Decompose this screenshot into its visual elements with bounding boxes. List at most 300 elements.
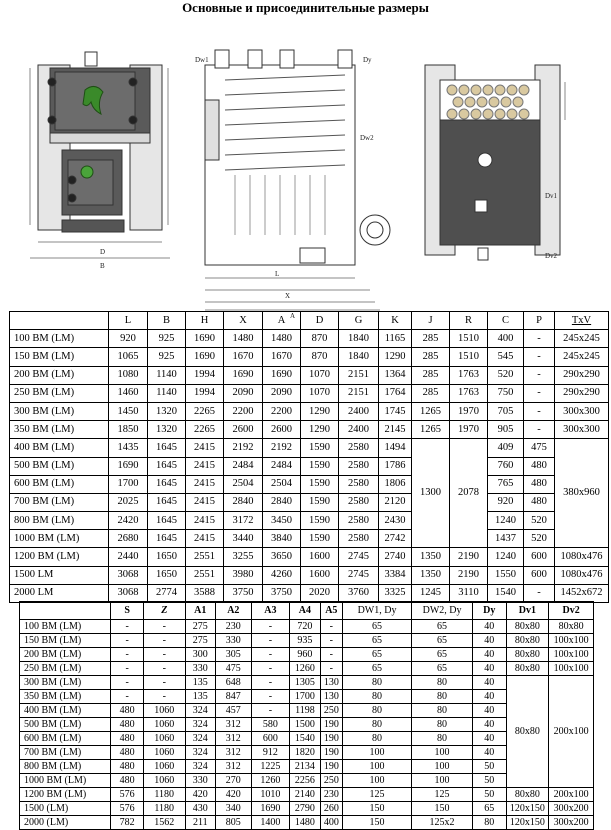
table-cell: 480 — [524, 475, 555, 493]
table-cell: 2580 — [339, 512, 379, 530]
table-cell: 1764 — [379, 384, 412, 402]
merged-cell: 2078 — [450, 439, 488, 548]
column-header: C — [488, 312, 524, 330]
table-cell: 430 — [185, 802, 215, 816]
table-row — [10, 366, 609, 384]
table-cell: 1600 — [301, 548, 339, 566]
table-cell: 1690 — [186, 348, 224, 366]
table-cell: 1080x476 — [555, 548, 609, 566]
table-cell: - — [111, 634, 144, 648]
drawing-label-dy: Dy — [363, 56, 372, 64]
table-cell: 2140 — [290, 788, 320, 802]
table-cell: 2200 — [224, 402, 263, 420]
table-cell: 720 — [290, 620, 320, 634]
table-cell: 300x300 — [555, 421, 609, 439]
column-header: A2 — [216, 602, 252, 620]
column-header: D — [301, 312, 339, 330]
table-cell: 2090 — [224, 384, 263, 402]
table-row — [10, 548, 609, 566]
table-cell: 40 — [473, 690, 507, 704]
table-cell: 2415 — [186, 457, 224, 475]
table-cell: 80 — [412, 718, 473, 732]
table-cell: 50 — [473, 774, 507, 788]
table-cell: 2020 — [301, 584, 339, 602]
table-cell: 1180 — [143, 788, 185, 802]
table-cell: 1670 — [263, 348, 301, 366]
table-cell: 2504 — [263, 475, 301, 493]
table-cell: 1060 — [143, 704, 185, 718]
table-cell: 782 — [111, 816, 144, 830]
table-cell: 80x80 — [506, 634, 549, 648]
table-cell: 285 — [412, 330, 450, 348]
table-cell: 847 — [216, 690, 252, 704]
table-cell: 1070 — [301, 384, 339, 402]
table-cell: 80x80 — [549, 620, 594, 634]
table-cell: 480 — [111, 732, 144, 746]
table-cell: 1590 — [301, 530, 339, 548]
table-cell: 1240 — [488, 548, 524, 566]
table-cell: 1806 — [379, 475, 412, 493]
table-cell: 1290 — [301, 402, 339, 420]
table-cell: 80 — [342, 676, 411, 690]
table-cell: 250 — [320, 704, 342, 718]
table-cell: 765 — [488, 475, 524, 493]
table-cell: 125 — [342, 788, 411, 802]
table-header-row — [20, 602, 594, 620]
table-row — [20, 788, 594, 802]
table-cell: 2145 — [379, 421, 412, 439]
table-cell: - — [111, 662, 144, 676]
table-cell: 520 — [524, 530, 555, 548]
table-cell: 1140 — [148, 384, 186, 402]
table-cell: 2415 — [186, 475, 224, 493]
table-cell: - — [111, 676, 144, 690]
table-cell: 2090 — [263, 384, 301, 402]
table-cell: 520 — [488, 366, 524, 384]
table-cell: 2680 — [109, 530, 148, 548]
table-cell: 480 — [111, 774, 144, 788]
table-cell: 130 — [320, 676, 342, 690]
table-cell: 1480 — [224, 330, 263, 348]
table-cell: 290x290 — [555, 366, 609, 384]
table-cell: 65 — [473, 802, 507, 816]
page-title: Основные и присоединительные размеры — [182, 0, 429, 15]
table-cell: 2504 — [224, 475, 263, 493]
table-cell: 40 — [473, 662, 507, 676]
table-cell: 312 — [216, 718, 252, 732]
table-row — [10, 439, 609, 457]
table-cell: 1645 — [148, 439, 186, 457]
column-header: X — [224, 312, 263, 330]
table-cell: 80 — [412, 732, 473, 746]
table-cell: 1690 — [251, 802, 290, 816]
table-cell: 3110 — [450, 584, 488, 602]
table-row — [20, 634, 594, 648]
table-cell: 2745 — [339, 548, 379, 566]
table-cell: 330 — [216, 634, 252, 648]
table-cell: 1590 — [301, 493, 339, 511]
table-cell: 2256 — [290, 774, 320, 788]
table-cell: 1290 — [301, 421, 339, 439]
table-row — [10, 384, 609, 402]
table-cell: 65 — [412, 648, 473, 662]
table-cell: 190 — [320, 760, 342, 774]
table-cell: 270 — [216, 774, 252, 788]
column-header — [20, 602, 111, 620]
table-cell: 1320 — [148, 421, 186, 439]
table-cell: - — [524, 330, 555, 348]
table-cell: 65 — [412, 634, 473, 648]
column-header: A4 — [290, 602, 320, 620]
table-cell: 600 — [524, 548, 555, 566]
table-cell: 1437 — [488, 530, 524, 548]
table-cell: - — [524, 366, 555, 384]
row-label: 250 BM (LM) — [10, 384, 109, 402]
table-cell: 2192 — [224, 439, 263, 457]
table-cell: 1065 — [109, 348, 148, 366]
table-cell: 1850 — [109, 421, 148, 439]
table-cell: 545 — [488, 348, 524, 366]
column-header: J — [412, 312, 450, 330]
drawing-label-x: X — [285, 292, 291, 300]
table-cell: 1320 — [148, 402, 186, 420]
table-cell: 1590 — [301, 512, 339, 530]
table-cell: 2151 — [339, 366, 379, 384]
table-cell: 312 — [216, 760, 252, 774]
table-cell: 1645 — [148, 475, 186, 493]
table-cell: 1350 — [412, 566, 450, 584]
table-cell: 2265 — [186, 402, 224, 420]
column-header: P — [524, 312, 555, 330]
table-cell: 920 — [488, 493, 524, 511]
table-cell: 2134 — [290, 760, 320, 774]
table-cell: 65 — [342, 662, 411, 676]
row-label: 350 BM (LM) — [20, 690, 111, 704]
table-cell: 2200 — [263, 402, 301, 420]
table-cell: 3384 — [379, 566, 412, 584]
table-cell: 80 — [342, 732, 411, 746]
drawing-label-dv1: Dv1 — [545, 192, 558, 200]
table-cell: 3650 — [263, 548, 301, 566]
table-cell: - — [251, 620, 290, 634]
table-cell: 1350 — [412, 548, 450, 566]
table-cell: 1060 — [143, 760, 185, 774]
table-cell: 3840 — [263, 530, 301, 548]
table-cell: - — [320, 648, 342, 662]
table-cell: 285 — [412, 348, 450, 366]
column-header: G — [339, 312, 379, 330]
table-cell: 1265 — [412, 421, 450, 439]
table-cell: 2192 — [263, 439, 301, 457]
table-row — [20, 676, 594, 690]
table-cell: 2774 — [148, 584, 186, 602]
table-row — [10, 457, 609, 475]
table-cell: 50 — [473, 760, 507, 774]
connection-dimensions-table — [19, 601, 594, 830]
table-cell: 100 — [342, 746, 411, 760]
table-cell: 409 — [488, 439, 524, 457]
table-cell: 3450 — [263, 512, 301, 530]
table-row — [20, 802, 594, 816]
table-cell: 2600 — [224, 421, 263, 439]
merged-cell: 80x80 — [506, 676, 549, 788]
table-cell: 457 — [216, 704, 252, 718]
table-cell: 324 — [185, 746, 215, 760]
table-cell: 480 — [111, 704, 144, 718]
table-cell: 912 — [251, 746, 290, 760]
table-cell: 1550 — [488, 566, 524, 584]
table-cell: 324 — [185, 732, 215, 746]
table-cell: 480 — [524, 457, 555, 475]
table-cell: 600 — [524, 566, 555, 584]
table-cell: 2415 — [186, 493, 224, 511]
table-cell: 420 — [185, 788, 215, 802]
table-cell: 1670 — [224, 348, 263, 366]
drawing-label-b: B — [100, 262, 105, 270]
table-cell: 3750 — [224, 584, 263, 602]
table-cell: 1645 — [148, 530, 186, 548]
row-label: 1000 BM (LM) — [20, 774, 111, 788]
table-row — [10, 530, 609, 548]
table-cell: 1060 — [143, 746, 185, 760]
rear-view-drawing — [425, 65, 565, 260]
table-cell: 1590 — [301, 457, 339, 475]
table-row — [20, 816, 594, 830]
table-cell: 150 — [412, 802, 473, 816]
table-cell: 150 — [342, 802, 411, 816]
row-label: 1200 BM (LM) — [10, 548, 109, 566]
table-cell: 324 — [185, 718, 215, 732]
table-cell: 80 — [342, 690, 411, 704]
table-cell: 2400 — [339, 402, 379, 420]
row-label: 300 BM (LM) — [20, 676, 111, 690]
row-label: 150 BM (LM) — [20, 634, 111, 648]
table-cell: 1500 — [290, 718, 320, 732]
row-label: 150 BM (LM) — [10, 348, 109, 366]
table-row — [10, 402, 609, 420]
table-cell: 805 — [216, 816, 252, 830]
table-cell: - — [524, 584, 555, 602]
table-row — [10, 493, 609, 511]
table-cell: - — [143, 648, 185, 662]
table-cell: 1970 — [450, 421, 488, 439]
table-cell: 1260 — [290, 662, 320, 676]
table-cell: 65 — [412, 620, 473, 634]
table-cell: 230 — [320, 788, 342, 802]
column-header: Dy — [473, 602, 507, 620]
table-cell: 3068 — [109, 584, 148, 602]
table-cell: 300x300 — [555, 402, 609, 420]
table-cell: 1265 — [412, 402, 450, 420]
row-label: 1000 BM (LM) — [10, 530, 109, 548]
table-row — [20, 662, 594, 676]
table-cell: 290x290 — [555, 384, 609, 402]
table-cell: 300 — [185, 648, 215, 662]
row-label: 2000 (LM) — [20, 816, 111, 830]
table-cell: 285 — [412, 384, 450, 402]
table-cell: 480 — [111, 760, 144, 774]
column-header: A1 — [185, 602, 215, 620]
table-cell: 120x150 — [506, 816, 549, 830]
table-cell: 1690 — [224, 366, 263, 384]
table-cell: 1650 — [148, 566, 186, 584]
table-cell: - — [111, 620, 144, 634]
table-cell: 1305 — [290, 676, 320, 690]
table-cell: 1240 — [488, 512, 524, 530]
table-cell: 960 — [290, 648, 320, 662]
table-cell: 2580 — [339, 475, 379, 493]
table-cell: 480 — [111, 746, 144, 760]
table-cell: 2580 — [339, 439, 379, 457]
table-cell: 1290 — [379, 348, 412, 366]
row-label: 700 BM (LM) — [10, 493, 109, 511]
table-cell: 2840 — [224, 493, 263, 511]
table-cell: 125 — [412, 788, 473, 802]
table-cell: 40 — [473, 620, 507, 634]
row-label: 300 BM (LM) — [10, 402, 109, 420]
table-cell: 576 — [111, 802, 144, 816]
table-row — [10, 584, 609, 602]
table-cell: 3440 — [224, 530, 263, 548]
table-cell: 1060 — [143, 774, 185, 788]
table-cell: 100 — [342, 774, 411, 788]
table-cell: 150 — [342, 816, 411, 830]
table-cell: 275 — [185, 620, 215, 634]
table-cell: 2415 — [186, 530, 224, 548]
table-cell: 1786 — [379, 457, 412, 475]
table-cell: 2190 — [450, 566, 488, 584]
table-cell: 1510 — [450, 330, 488, 348]
row-label: 500 BM (LM) — [20, 718, 111, 732]
table-cell: - — [251, 704, 290, 718]
table-cell: 2840 — [263, 493, 301, 511]
table-cell: - — [320, 620, 342, 634]
table-cell: 1165 — [379, 330, 412, 348]
table-cell: - — [251, 634, 290, 648]
table-cell: 1745 — [379, 402, 412, 420]
row-label: 250 BM (LM) — [20, 662, 111, 676]
column-header: DW2, Dy — [412, 602, 473, 620]
table-cell: 1070 — [301, 366, 339, 384]
table-cell: 40 — [473, 718, 507, 732]
column-header: S — [111, 602, 144, 620]
table-cell: 1494 — [379, 439, 412, 457]
table-cell: 312 — [216, 746, 252, 760]
column-header: TxV — [555, 312, 609, 330]
merged-cell: 1300 — [412, 439, 450, 548]
table-cell: 80x80 — [506, 620, 549, 634]
table-cell: 905 — [488, 421, 524, 439]
table-cell: 1600 — [301, 566, 339, 584]
table-cell: 1763 — [450, 384, 488, 402]
table-cell: 3588 — [186, 584, 224, 602]
column-header: R — [450, 312, 488, 330]
table-cell: 2440 — [109, 548, 148, 566]
table-cell: 1650 — [148, 548, 186, 566]
table-cell: 1480 — [290, 816, 320, 830]
row-label: 2000 LM — [10, 584, 109, 602]
table-cell: 600 — [251, 732, 290, 746]
column-header: DW1, Dy — [342, 602, 411, 620]
table-cell: 330 — [185, 774, 215, 788]
table-cell: - — [524, 348, 555, 366]
table-cell: 190 — [320, 746, 342, 760]
table-cell: 3068 — [109, 566, 148, 584]
table-cell: 1080x476 — [555, 566, 609, 584]
column-header — [10, 312, 109, 330]
table-cell: 1510 — [450, 348, 488, 366]
row-label: 100 BM (LM) — [10, 330, 109, 348]
table-cell: 65 — [342, 634, 411, 648]
drawing-label-dv2: Dv2 — [545, 252, 558, 260]
column-header: Z — [143, 602, 185, 620]
table-cell: 2484 — [224, 457, 263, 475]
table-cell: - — [251, 690, 290, 704]
table-cell: 1645 — [148, 457, 186, 475]
row-label: 600 BM (LM) — [10, 475, 109, 493]
table-cell: 870 — [301, 348, 339, 366]
table-cell: 65 — [342, 620, 411, 634]
table-cell: - — [143, 676, 185, 690]
table-row — [10, 566, 609, 584]
table-cell: 312 — [216, 732, 252, 746]
table-cell: 935 — [290, 634, 320, 648]
table-cell: 80x80 — [506, 648, 549, 662]
table-cell: 2151 — [339, 384, 379, 402]
table-cell: 760 — [488, 457, 524, 475]
table-cell: 3172 — [224, 512, 263, 530]
table-cell: 2420 — [109, 512, 148, 530]
table-cell: 1452x672 — [555, 584, 609, 602]
table-cell: 120x150 — [506, 802, 549, 816]
table-cell: 1970 — [450, 402, 488, 420]
table-cell: 340 — [216, 802, 252, 816]
drawing-label-dw1: Dw1 — [195, 56, 209, 64]
column-header: A3 — [251, 602, 290, 620]
table-cell: 135 — [185, 690, 215, 704]
table-cell: 40 — [473, 676, 507, 690]
table-cell: 211 — [185, 816, 215, 830]
table-cell: 100x100 — [549, 634, 594, 648]
table-cell: 1140 — [148, 366, 186, 384]
table-cell: 1225 — [251, 760, 290, 774]
table-cell: 475 — [524, 439, 555, 457]
table-cell: 2580 — [339, 457, 379, 475]
table-cell: 40 — [473, 732, 507, 746]
table-cell: 1460 — [109, 384, 148, 402]
table-cell: 3760 — [339, 584, 379, 602]
table-cell: 480 — [111, 718, 144, 732]
table-cell: 1590 — [301, 475, 339, 493]
table-cell: 324 — [185, 704, 215, 718]
column-header: Dv1 — [506, 602, 549, 620]
table-cell: 420 — [216, 788, 252, 802]
table-cell: 870 — [301, 330, 339, 348]
table-cell: 1840 — [339, 330, 379, 348]
table-cell: 2551 — [186, 566, 224, 584]
row-label: 800 BM (LM) — [10, 512, 109, 530]
table-row — [10, 330, 609, 348]
table-cell: 40 — [473, 648, 507, 662]
table-cell: 80 — [412, 690, 473, 704]
table-cell: 2025 — [109, 493, 148, 511]
table-cell: 1400 — [251, 816, 290, 830]
table-cell: - — [143, 690, 185, 704]
drawing-label-d: D — [100, 248, 106, 256]
table-cell: - — [251, 676, 290, 690]
side-view-drawing — [205, 50, 390, 310]
table-cell: 3980 — [224, 566, 263, 584]
